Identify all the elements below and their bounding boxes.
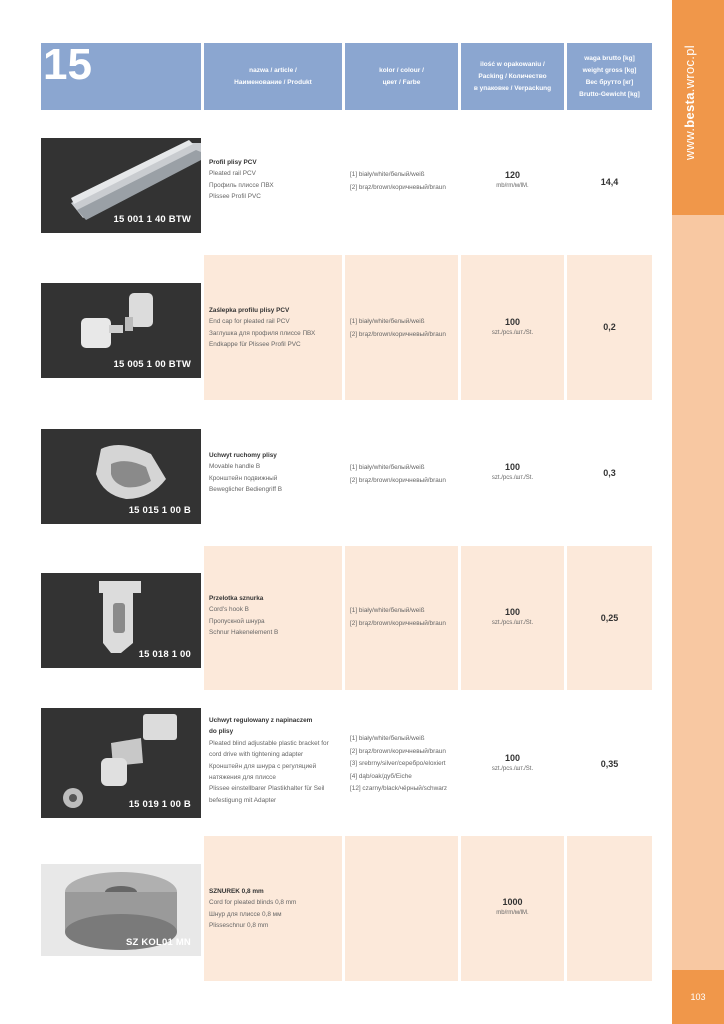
color-line: [2] brąz/brown/коричневый/braun (350, 330, 446, 338)
name-line: Шнур для плиссе 0,8 мм (209, 910, 282, 918)
header-color (345, 43, 458, 110)
product-name (209, 593, 341, 639)
url-suffix: .wroc.pl (682, 45, 697, 93)
name-line: Plisseschnur 0,8 mm (209, 922, 269, 930)
sidebar-accent-top (672, 0, 724, 215)
product-code: SZ KOL01 MN (125, 937, 191, 948)
name-line: Кронштейн для шнура с регуляцией (209, 762, 317, 770)
name-line: Pleated rail PCV (209, 170, 256, 178)
color-line: [1] biały/white/белый/weiß (350, 735, 425, 742)
sidebar-accent-bottom (672, 215, 724, 970)
product-image (41, 283, 201, 378)
name-line: Plissee Profil PVC (209, 193, 261, 201)
product-name (209, 305, 341, 351)
product-code: 15 019 1 00 B (128, 799, 191, 810)
product-name (209, 450, 341, 496)
name-line: Movable handle B (209, 463, 261, 471)
section-number: 15 (41, 43, 201, 110)
header-weight (567, 43, 652, 110)
pack-unit: szt./pcs./шт./St. (491, 330, 534, 336)
name-line: Pleated blind adjustable plastic bracket for (209, 739, 329, 747)
name-line: End cap for pleated rail PCV (209, 318, 290, 326)
pack-unit: szt./pcs./шт./St. (491, 766, 534, 772)
header-name-line: Наименование / Produkt (234, 78, 312, 86)
header-name-line: nazwa / article / (249, 66, 297, 74)
name-line: Кронштейн подвижный (209, 474, 278, 482)
product-image (41, 708, 201, 818)
product-weight: 0,25 (600, 613, 619, 623)
name-line: Cord for pleated blinds 0,8 mm (209, 899, 297, 907)
product-weight: 0,35 (600, 759, 619, 769)
pack-qty: 100 (504, 753, 521, 763)
pack-unit: szt./pcs./шт./St. (491, 620, 534, 626)
color-line: [2] brąz/brown/коричневый/braun (350, 747, 446, 755)
url-prefix: www. (682, 127, 697, 160)
name-line: Uchwyt ruchomy plisy (209, 452, 277, 459)
product-colors (350, 462, 460, 487)
name-line: do plisy (209, 728, 234, 736)
name-line: Профиль плиссе ПВХ (209, 181, 274, 189)
header-name (204, 43, 342, 110)
header-pack-line: ilość w opakowaniu / (480, 60, 545, 68)
product-packing (461, 316, 564, 338)
name-line: Profil plisy PCV (209, 159, 257, 166)
product-code: 15 005 1 00 BTW (113, 359, 191, 370)
product-image (41, 864, 201, 956)
header-pack-line: в упаковке / Verpackung (473, 84, 552, 92)
product-packing (461, 169, 564, 191)
product-colors (350, 733, 460, 796)
pack-unit: mb/rm/м/lM. (496, 183, 529, 189)
name-line: Schnur Hakenelement B (209, 629, 279, 637)
name-line: Cord's hook B (209, 606, 249, 614)
pack-qty: 120 (504, 170, 521, 180)
product-code: 15 018 1 00 (138, 649, 191, 660)
header-pack-line: Packing / Количество (478, 72, 547, 80)
url-brand: besta (682, 92, 697, 128)
pack-unit: mb/rm/м/lM. (496, 910, 529, 916)
header-weight-line: waga brutto [kg] (584, 54, 635, 62)
color-line: [12] czarny/black/чёрный/schwarz (350, 785, 448, 792)
pack-unit: szt./pcs./шт./St. (491, 475, 534, 481)
color-line: [3] srebrny/silver/серебро/eloxiert (350, 760, 446, 767)
color-line: [2] brąz/brown/коричневый/braun (350, 476, 446, 484)
header-color-line: цвет / Farbe (382, 78, 421, 86)
color-line: [2] brąz/brown/коричневый/braun (350, 619, 446, 627)
name-line: Beweglicher Bediengriff B (209, 486, 283, 494)
product-name (209, 157, 341, 203)
color-line: [2] brąz/brown/коричневый/braun (350, 183, 446, 191)
product-weight: 0,3 (603, 468, 616, 478)
product-image (41, 429, 201, 524)
name-line: SZNUREK 0,8 mm (209, 888, 264, 895)
pack-qty: 100 (504, 462, 521, 472)
color-line: [1] biały/white/белый/weiß (350, 464, 425, 471)
name-line: Заглушка для профиля плиссе ПВХ (209, 329, 316, 337)
name-line: Przelotka sznurka (209, 595, 264, 602)
pack-qty: 100 (504, 317, 521, 327)
header-color-line: kolor / colour / (379, 66, 424, 74)
pack-qty: 1000 (502, 897, 523, 907)
product-image (41, 573, 201, 668)
page-number: 103 (690, 992, 706, 1002)
product-weight: 0,2 (603, 322, 616, 332)
name-line: Uchwyt regulowany z napinaczem (209, 717, 313, 724)
product-colors (350, 169, 460, 194)
color-line: [1] biały/white/белый/weiß (350, 607, 425, 614)
name-line: cord drive with tightening adapter (209, 751, 304, 759)
product-packing (461, 752, 564, 774)
product-name (209, 886, 341, 932)
product-packing (461, 461, 564, 483)
product-weight: 14,4 (600, 177, 619, 187)
product-name (209, 715, 341, 806)
header-weight-line: Brutto-Gewicht [kg] (579, 90, 640, 98)
header-weight-line: weight gross [kg] (582, 66, 637, 74)
name-line: натяжения для плиссе (209, 774, 276, 782)
row-bg (567, 836, 652, 981)
product-packing (461, 896, 564, 918)
name-line: Endkappe für Plissee Profil PVC (209, 341, 301, 349)
name-line: Plissee einstellbarer Plastikhalter für Seil (209, 785, 325, 793)
product-packing (461, 606, 564, 628)
name-line: Пропускной шнура (209, 617, 265, 625)
name-line: Zaślepka profilu plisy PCV (209, 307, 290, 314)
product-colors (350, 605, 460, 630)
color-line: [1] biały/white/белый/weiß (350, 171, 425, 178)
color-line: [4] dąb/oak/дуб/Eiche (350, 772, 412, 780)
product-image (41, 138, 201, 233)
product-code: 15 001 1 40 BTW (113, 214, 191, 225)
product-code: 15 015 1 00 B (128, 505, 191, 516)
product-colors (350, 316, 460, 341)
header-packing (461, 43, 564, 110)
header-weight-line: Вес брутто [кг] (585, 78, 634, 86)
name-line: befestigung mit Adapter (209, 796, 277, 804)
pack-qty: 100 (504, 607, 521, 617)
color-line: [1] biały/white/белый/weiß (350, 318, 425, 325)
row-bg (345, 836, 458, 981)
